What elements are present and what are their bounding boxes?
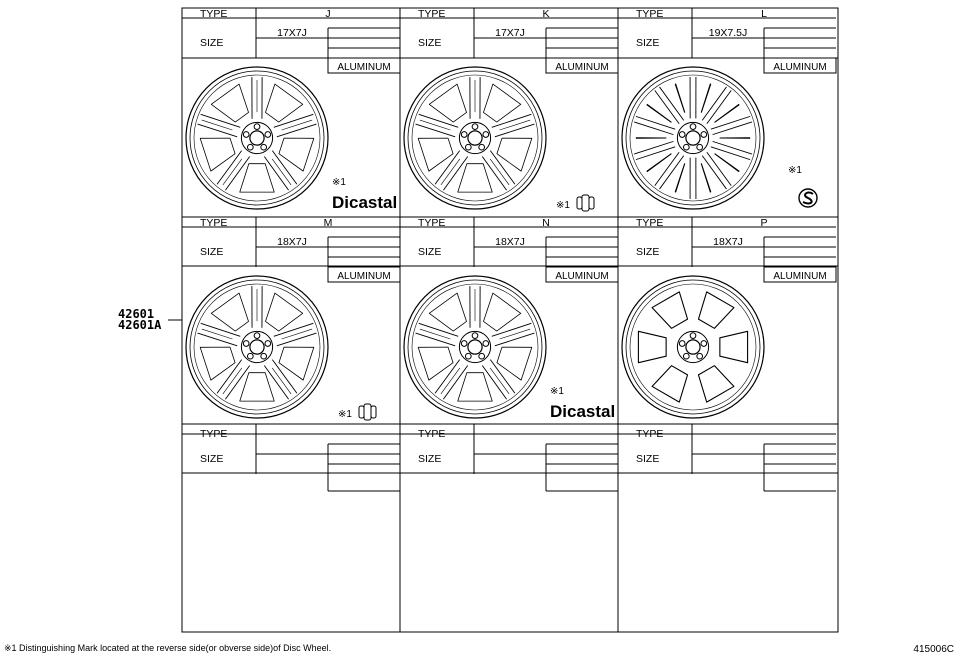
type-value: K (542, 8, 550, 20)
type-label: TYPE (636, 8, 664, 20)
type-label: TYPE (418, 8, 446, 20)
type-label: TYPE (200, 217, 228, 229)
size-value: 19X7.5J (708, 27, 748, 39)
size-value: 17X7J (495, 27, 525, 39)
catalog-frame (182, 8, 838, 632)
s-logo-icon (799, 189, 817, 207)
dicastal-logo: Dicastal (332, 193, 398, 212)
material-label: ALUMINUM (555, 62, 609, 73)
mark-note: ※1 (550, 386, 564, 397)
wheel-drawing-p (622, 276, 764, 418)
type-value: L (761, 8, 767, 20)
material-label: ALUMINUM (337, 62, 391, 73)
part-number-label (118, 309, 161, 331)
type-label: TYPE (636, 428, 664, 440)
material-label: ALUMINUM (555, 271, 609, 282)
size-label: SIZE (418, 453, 442, 465)
size-label: SIZE (636, 453, 660, 465)
mark-note: ※1 (788, 165, 802, 176)
size-value: 18X7J (495, 236, 525, 248)
wheel-cell-n (404, 217, 618, 421)
reference-number: 415006C (913, 644, 954, 655)
empty-wheel-cell (636, 428, 836, 491)
size-value: 17X7J (277, 27, 307, 39)
size-label: SIZE (418, 37, 442, 49)
size-value: 18X7J (277, 236, 307, 248)
mark-note: ※1 (332, 177, 346, 188)
part-number-alternate: 42601A (118, 318, 162, 332)
wheel-drawing-n (404, 276, 546, 418)
leader-line (168, 318, 184, 322)
part-number-primary: 42601 (118, 307, 155, 321)
wheel-drawing-l (622, 67, 764, 209)
wheel-drawing-j (186, 67, 328, 209)
wheel-drawing-k (404, 67, 546, 209)
size-value: 18X7J (713, 236, 743, 248)
size-label: SIZE (636, 246, 660, 258)
empty-wheel-cell (200, 428, 400, 491)
type-label: TYPE (418, 217, 446, 229)
wheel-drawing-m (186, 276, 328, 418)
type-label: TYPE (200, 8, 228, 20)
mark-note: ※1 (556, 200, 570, 211)
type-value: P (760, 217, 768, 229)
type-value: J (325, 8, 331, 20)
material-label: ALUMINUM (773, 62, 827, 73)
material-label: ALUMINUM (773, 271, 827, 282)
material-label: ALUMINUM (337, 271, 391, 282)
connector-mark-icon (577, 195, 594, 211)
footnote: ※1 Distinguishing Mark located at the reverse side(or obverse side)of Disc Wheel. (4, 643, 332, 653)
type-value: M (323, 217, 333, 229)
size-label: SIZE (418, 246, 442, 258)
empty-wheel-cell (418, 428, 618, 491)
size-label: SIZE (200, 246, 224, 258)
dicastal-logo: Dicastal (550, 402, 616, 421)
type-value: N (542, 217, 550, 229)
type-label: TYPE (636, 217, 664, 229)
connector-mark-icon (359, 404, 376, 420)
type-label: TYPE (418, 428, 446, 440)
size-label: SIZE (636, 37, 660, 49)
size-label: SIZE (200, 453, 224, 465)
wheel-cell-j (186, 8, 400, 212)
type-label: TYPE (200, 428, 228, 440)
size-label: SIZE (200, 37, 224, 49)
mark-note: ※1 (338, 409, 352, 420)
